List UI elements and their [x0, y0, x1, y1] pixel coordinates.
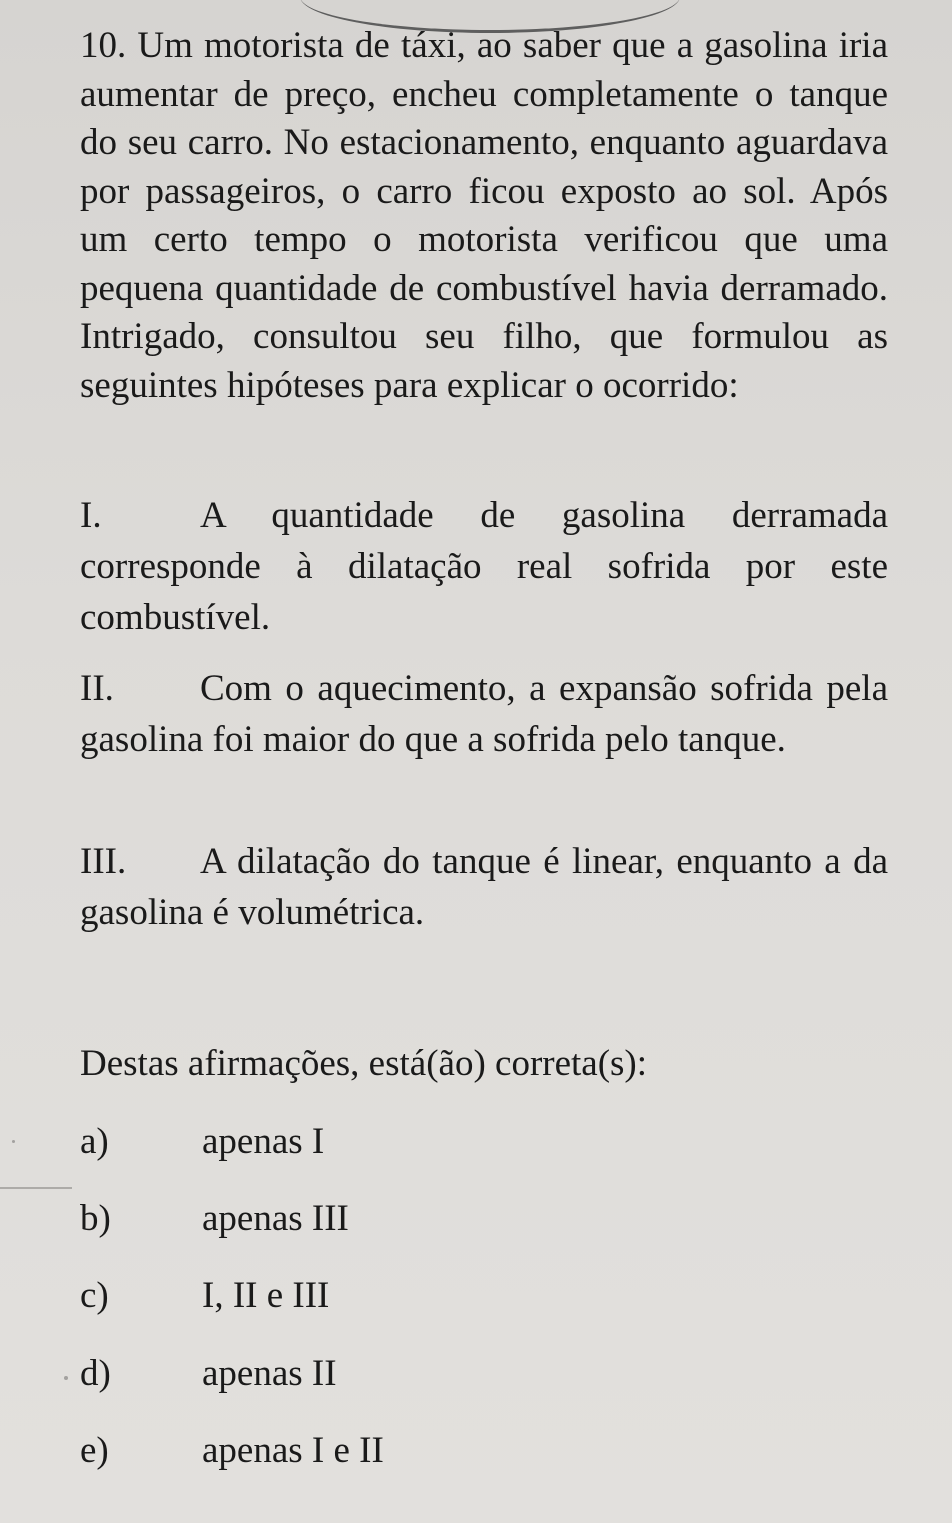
option-text: apenas II [202, 1353, 337, 1394]
hypothesis-3 [80, 836, 888, 938]
answer-prompt: Destas afirmações, está(ão) correta(s): [80, 1043, 648, 1084]
question-stem [80, 22, 888, 410]
hypothesis-text: Com o aquecimento, a expansão sofrida pela gasolina foi maior do que a sofrida pelo tanque. [80, 668, 888, 760]
hypothesis-label: I. [80, 495, 102, 536]
option-text: I, II e III [202, 1275, 330, 1316]
option-c[interactable] [80, 1272, 329, 1320]
option-a[interactable] [80, 1118, 324, 1166]
question-number: 10. [80, 25, 127, 66]
option-letter: d) [80, 1353, 111, 1394]
hypothesis-text: A quantidade de gasolina derramada corresponde à dilatação real sofrida por este combustível. [80, 495, 888, 638]
option-letter: b) [80, 1198, 111, 1239]
option-letter: e) [80, 1430, 109, 1471]
option-letter: a) [80, 1121, 109, 1162]
option-d[interactable] [80, 1350, 337, 1398]
paper-speck [12, 1140, 15, 1143]
question-text: Um motorista de táxi, ao saber que a gasolina iria aumentar de preço, encheu completamente o tanque do seu carro. No estacionamento, enquanto aguardava por passageiros, o carro ficou exposto ao sol. Após um certo tempo o motorista verificou que uma pequena quantidade de combustível havia derramado. Intrigado, consultou seu filho, que formulou as seguintes hipóteses para explicar o ocorrido: [80, 25, 888, 406]
option-text: apenas I [202, 1121, 325, 1162]
hypothesis-label: III. [80, 841, 127, 882]
option-b[interactable] [80, 1195, 349, 1243]
hypothesis-2 [80, 663, 888, 765]
option-letter: c) [80, 1275, 109, 1316]
option-text: apenas III [202, 1198, 349, 1239]
hypothesis-label: II. [80, 668, 114, 709]
paper-speck [64, 1376, 68, 1380]
hypothesis-text: A dilatação do tanque é linear, enquanto a da gasolina é volumétrica. [80, 841, 888, 933]
hypothesis-1 [80, 490, 888, 643]
divider [0, 1187, 72, 1189]
option-text: apenas I e II [202, 1430, 384, 1471]
option-e[interactable] [80, 1427, 384, 1475]
